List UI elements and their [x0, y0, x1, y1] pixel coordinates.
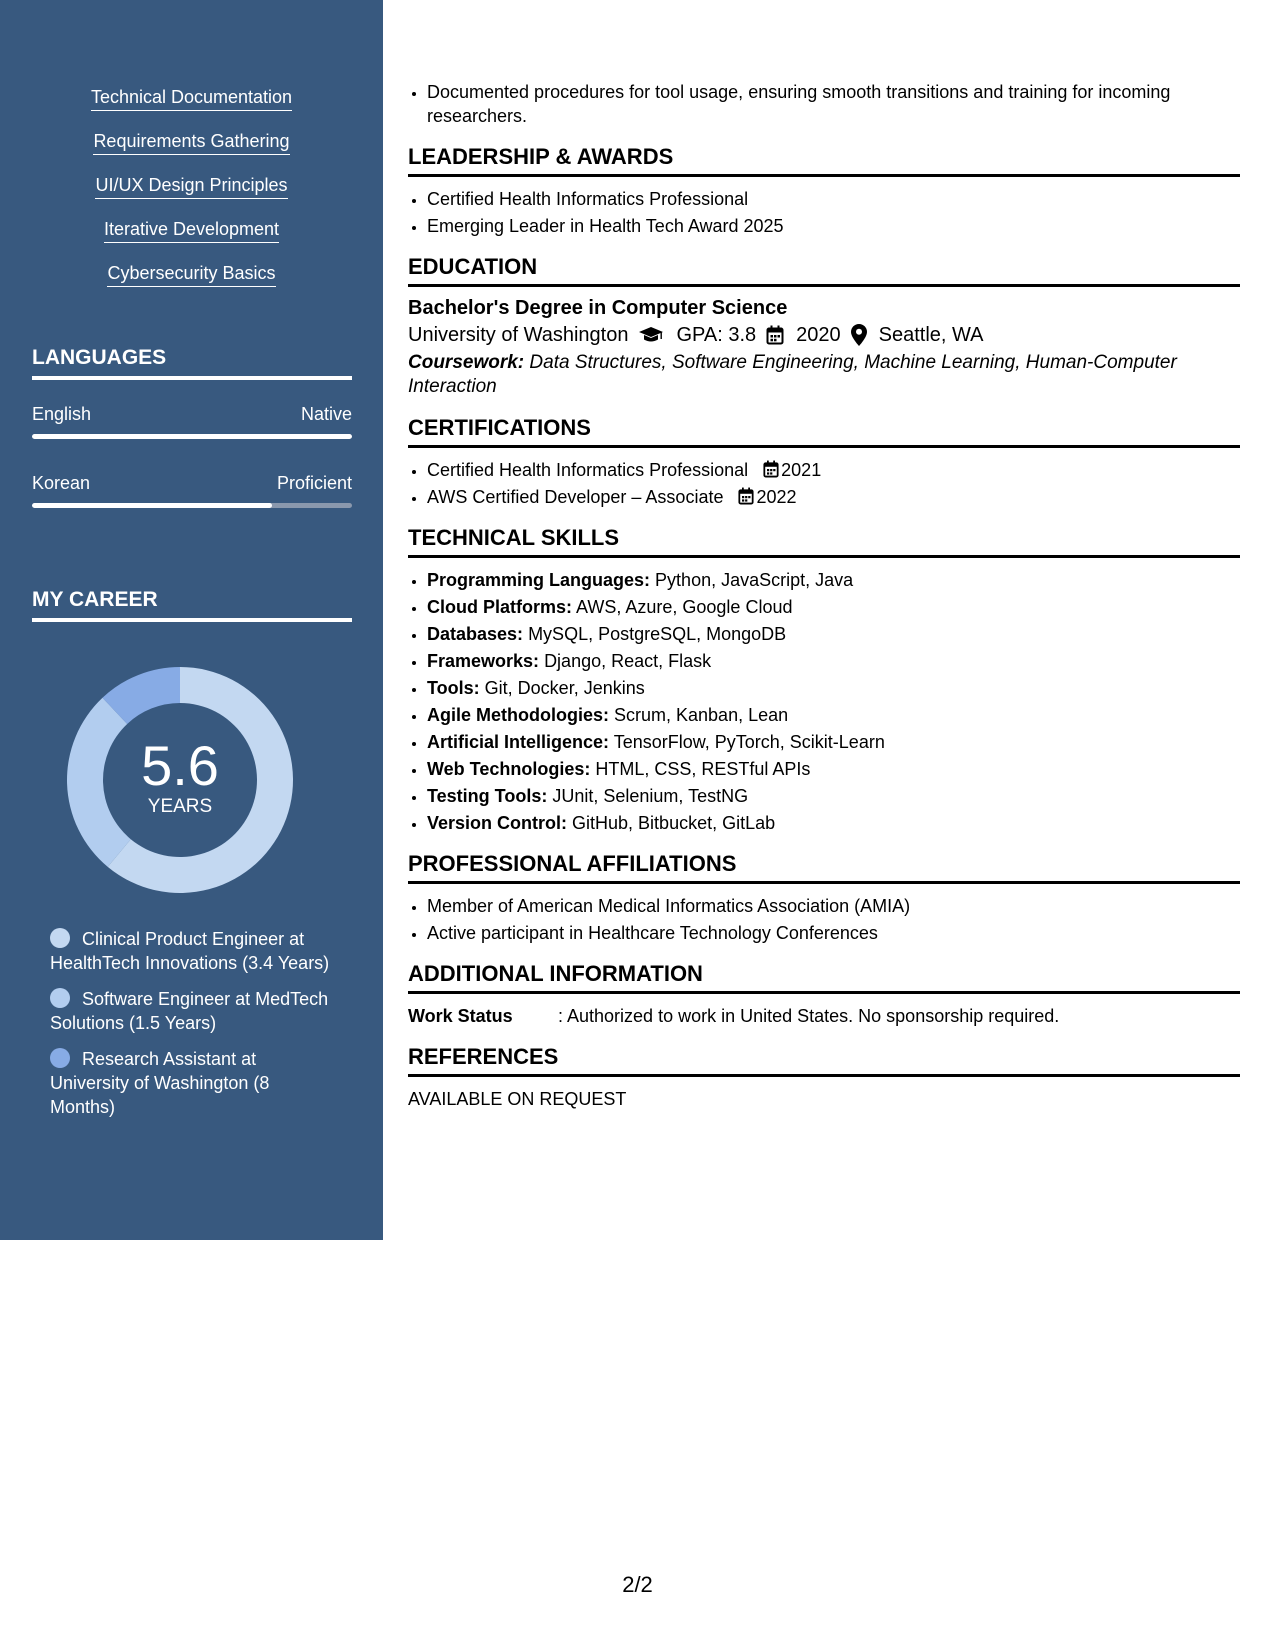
skill-label: Databases: [427, 624, 524, 644]
calendar-icon [738, 487, 754, 505]
list-item [427, 676, 1240, 700]
skill-label: Cloud Platforms: [427, 597, 573, 617]
list-item: • Emerging Leader in Health Tech Award 2025 [427, 214, 1240, 238]
language-row-korean [32, 473, 352, 494]
list-item: • Documented procedures for tool usage, ensuring smooth transitions and training for incoming researchers. [427, 80, 1240, 128]
career-item-text: Research Assistant at University of Washington (8 Months) [50, 1049, 270, 1117]
certification-date [763, 460, 821, 480]
experience-bullets [408, 80, 1240, 128]
list-item [427, 811, 1240, 835]
career-total-unit: YEARS [147, 796, 213, 817]
education-coursework [408, 351, 1240, 399]
coursework-text: Data Structures, Software Engineering, Machine Learning, Human-Computer Interaction [408, 352, 1177, 397]
education-year: 2020 [796, 324, 841, 346]
career-item [50, 987, 330, 1035]
calendar-icon [766, 325, 784, 345]
career-item-text: Clinical Product Engineer at HealthTech Innovations (3.4 Years) [50, 929, 330, 973]
certifications-heading: CERTIFICATIONS [408, 415, 1240, 448]
graduation-cap-icon [638, 326, 664, 344]
leadership-list [408, 187, 1240, 238]
certification-name: Certified Health Informatics Professional [427, 460, 749, 480]
skill-label: Version Control: [427, 813, 568, 833]
skill-value: JUnit, Selenium, TestNG [552, 786, 749, 806]
skill-label: Frameworks: [427, 651, 540, 671]
work-status-row [408, 1004, 1240, 1028]
skill-label: Tools: [427, 678, 480, 698]
certification-date [738, 487, 796, 507]
references-text: AVAILABLE ON REQUEST [408, 1089, 627, 1109]
list-item: • Active participant in Healthcare Technology Conferences [427, 921, 1240, 945]
career-item [50, 1047, 330, 1119]
language-level: Native [300, 404, 352, 424]
skill-value: TensorFlow, PyTorch, Scikit-Learn [613, 732, 885, 752]
skill-item: Technical Documentation [91, 86, 292, 111]
language-row-english [32, 404, 352, 425]
skills-list [0, 86, 383, 306]
coursework-label: Coursework: [408, 352, 525, 373]
education-details [408, 321, 1240, 349]
skill-value: Python, JavaScript, Java [655, 570, 854, 590]
education-location: Seattle, WA [878, 324, 984, 346]
skill-item: Cybersecurity Basics [107, 262, 275, 287]
education-gpa: GPA: 3.8 [676, 324, 757, 346]
career-legend-dot [50, 988, 70, 1008]
page-number: 2/2 [622, 1572, 653, 1597]
skill-item: Iterative Development [104, 218, 279, 243]
skill-value: AWS, Azure, Google Cloud [576, 597, 793, 617]
languages-heading: LANGUAGES [32, 346, 352, 380]
main-content [408, 80, 1240, 1111]
skill-value: Git, Docker, Jenkins [484, 678, 645, 698]
skill-label: Testing Tools: [427, 786, 548, 806]
affiliations-list [408, 894, 1240, 945]
certification-year: 2022 [756, 487, 797, 507]
leadership-heading: LEADERSHIP & AWARDS [408, 144, 1240, 177]
career-legend-dot [50, 928, 70, 948]
list-item [427, 458, 1240, 482]
career-item [50, 927, 330, 975]
language-bar-fill [32, 434, 352, 439]
list-item [427, 622, 1240, 646]
list-item [427, 730, 1240, 754]
skill-item: Requirements Gathering [93, 130, 289, 155]
sidebar [0, 0, 383, 1240]
language-name: Korean [32, 473, 91, 493]
list-item [427, 568, 1240, 592]
list-item [427, 703, 1240, 727]
calendar-icon [763, 460, 779, 478]
language-name: English [32, 404, 92, 424]
certification-name: AWS Certified Developer – Associate [427, 487, 724, 507]
location-pin-icon [851, 324, 867, 346]
education-heading: EDUCATION [408, 254, 1240, 287]
skill-value: Scrum, Kanban, Lean [614, 705, 789, 725]
career-legend-dot [50, 1048, 70, 1068]
skill-label: Artificial Intelligence: [427, 732, 610, 752]
list-item: • Member of American Medical Informatics Association (AMIA) [427, 894, 1240, 918]
list-item: • Certified Health Informatics Professional [427, 187, 1240, 211]
list-item [427, 784, 1240, 808]
language-level: Proficient [276, 473, 352, 493]
skill-item: UI/UX Design Principles [95, 174, 287, 199]
list-item [427, 757, 1240, 781]
certification-year: 2021 [781, 460, 822, 480]
career-list [50, 927, 330, 1131]
skill-label: Agile Methodologies: [427, 705, 609, 725]
skill-value: GitHub, Bitbucket, GitLab [572, 813, 776, 833]
work-status-label: Work Status [408, 1006, 513, 1026]
list-item [427, 595, 1240, 619]
skill-value: MySQL, PostgreSQL, MongoDB [528, 624, 787, 644]
technical-skills-heading: TECHNICAL SKILLS [408, 525, 1240, 558]
technical-skills-list [408, 568, 1240, 835]
additional-info-heading: ADDITIONAL INFORMATION [408, 961, 1240, 994]
education-school: University of Washington [408, 324, 629, 346]
language-bar-korean [32, 503, 352, 508]
career-item-text: Software Engineer at MedTech Solutions (1.5 Years) [50, 989, 329, 1033]
certifications-list [408, 458, 1240, 509]
career-donut-center [67, 667, 293, 893]
skill-label: Web Technologies: [427, 759, 591, 779]
references-heading: REFERENCES [408, 1044, 1240, 1077]
work-status-value: : Authorized to work in United States. No sponsorship required. [558, 1006, 1060, 1026]
career-heading: MY CAREER [32, 588, 352, 622]
list-item [427, 485, 1240, 509]
skill-label: Programming Languages: [427, 570, 651, 590]
skill-value: Django, React, Flask [544, 651, 712, 671]
career-total-value: 5.6 [141, 734, 219, 797]
affiliations-heading: PROFESSIONAL AFFILIATIONS [408, 851, 1240, 884]
skill-value: HTML, CSS, RESTful APIs [595, 759, 811, 779]
language-bar-english [32, 434, 352, 439]
list-item [427, 649, 1240, 673]
education-degree: Bachelor's Degree in Computer Science [408, 297, 788, 319]
language-bar-fill [32, 503, 272, 508]
